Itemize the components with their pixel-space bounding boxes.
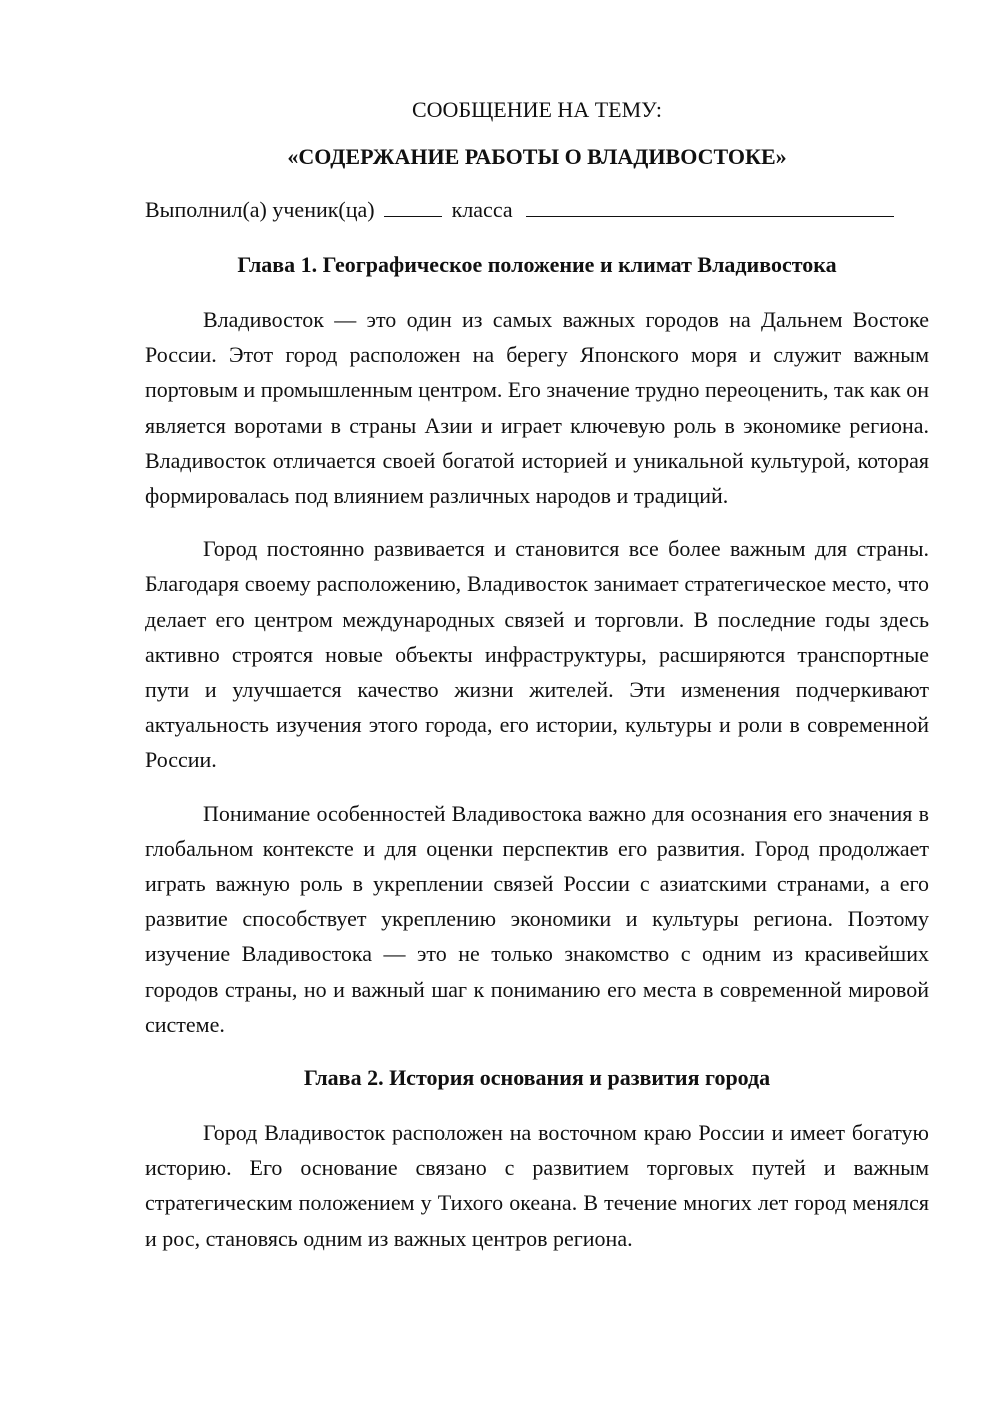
author-class-label: класса [451, 197, 513, 222]
chapter-1-paragraph-1: Владивосток — это один из самых важных городов на Дальнем Востоке России. Этот город расположен на берегу Японского моря и служит важным портовым и промышленным центром. Его значение трудно переоценить, так как он является воротами в страны Азии и играет ключевую роль в экономике региона. Владивосток отличается своей богатой историей и уникальной культурой, которая формировалась под влиянием различных народов и традиций. [145, 307, 929, 509]
grade-blank-line [384, 194, 442, 217]
chapter-1-paragraph-2: Город постоянно развивается и становится все более важным для страны. Благодаря своему расположению, Владивосток занимает стратегическое место, что делает его центром международных связей и торговли. В последние годы здесь активно строятся новые объекты инфраструктуры, расширяются транспортные пути и улучшается качество жизни жителей. Эти изменения подчеркивают актуальность изучения этого города, его истории, культуры и роли в современной России. [145, 536, 929, 773]
document-title-line-1: СООБЩЕНИЕ НА ТЕМУ: [412, 97, 662, 122]
document-title-line-2: «СОДЕРЖАНИЕ РАБОТЫ О ВЛАДИВОСТОКЕ» [287, 144, 787, 169]
author-line [145, 192, 929, 227]
name-blank-line [526, 194, 894, 217]
chapter-2-paragraph-1: Город Владивосток расположен на восточном краю России и имеет богатую историю. Его основание связано с развитием торговых путей и важным стратегическим положением у Тихого океана. В течение многих лет город менялся и рос, становясь одним из важных центров региона. [145, 1120, 929, 1251]
chapter-1-heading: Глава 1. Географическое положение и климат Владивостока [237, 252, 837, 277]
document-content [145, 92, 929, 1274]
chapter-1-paragraph-3: Понимание особенностей Владивостока важно для осознания его значения в глобальном контексте и для оценки перспектив его развития. Город продолжает играть важную роль в укреплении связей России с азиатскими странами, а его развитие способствует укреплению экономики и культуры региона. Поэтому изучение Владивостока — это не только знакомство с одним из красивейших городов страны, но и важный шаг к пониманию его места в современной мировой системе. [145, 800, 929, 1037]
author-prefix: Выполнил(а) ученик(ца) [145, 197, 375, 222]
chapter-2-heading: Глава 2. История основания и развития города [303, 1065, 771, 1091]
